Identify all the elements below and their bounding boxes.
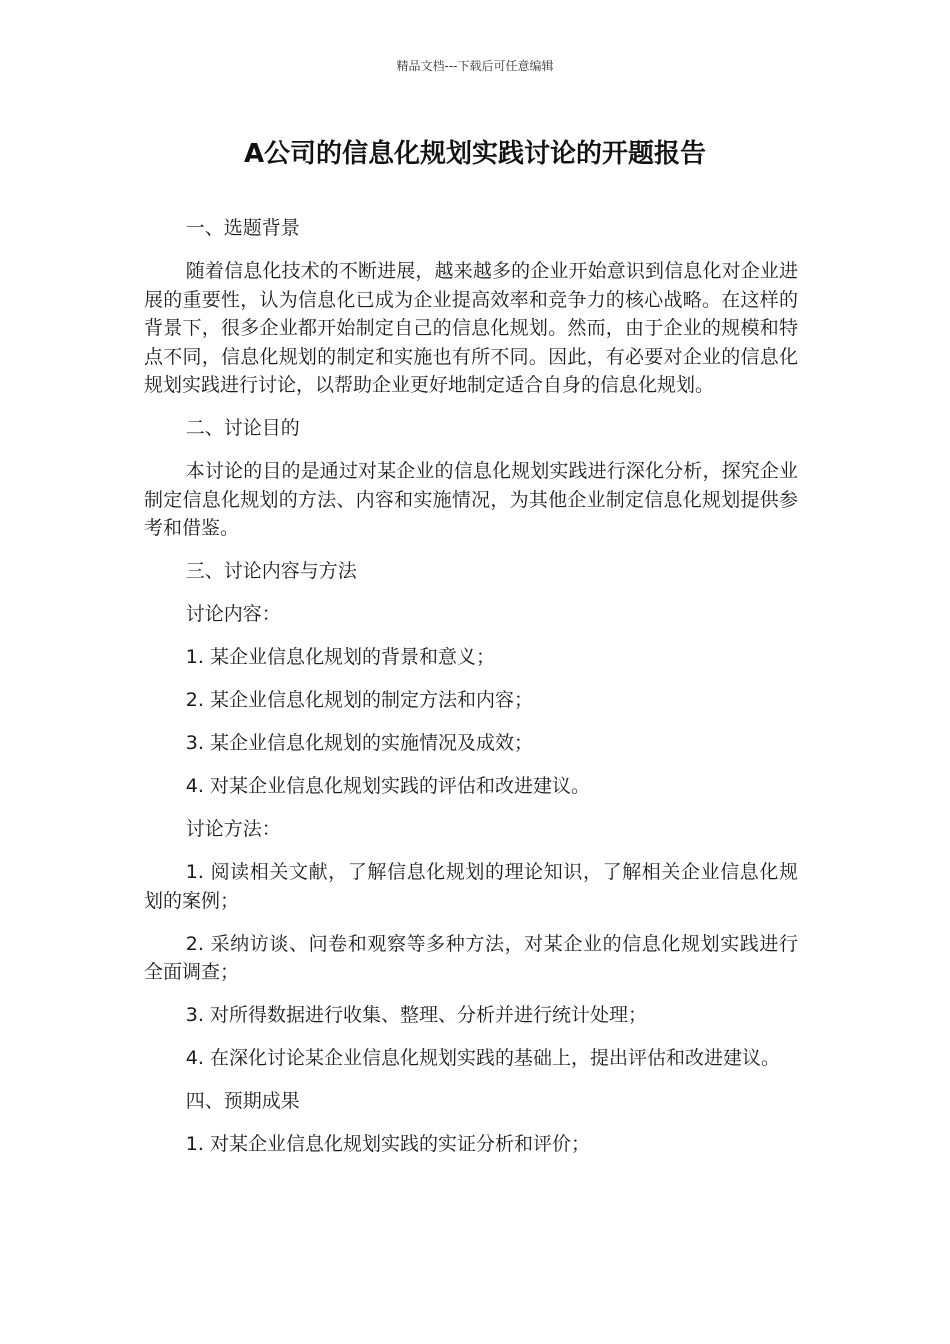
- list-item: 4. 在深化讨论某企业信息化规划实践的基础上，提出评估和改进建议。: [185, 1047, 780, 1069]
- list-item: 4. 对某企业信息化规划实践的评估和改进建议。: [185, 775, 590, 797]
- subheading-method: 讨论方法：: [185, 818, 281, 840]
- section-heading-background: 一、选题背景: [185, 217, 300, 239]
- paragraph-background: 随着信息化技术的不断进展，越来越多的企业开始意识到信息化对企业进展的重要性，认为信息化已成为企业提高效率和竞争力的核心战略。在这样的背景下，很多企业都开始制定自己的信息化规划。然而，由于企业的规模和特点不同，信息化规划的制定和实施也有所不同。因此，有必要对企业的信息化规划实践进行讨论，以帮助企业更好地制定适合自身的信息化规划。: [144, 260, 798, 396]
- list-item: 1. 阅读相关文献，了解信息化规划的理论知识，了解相关企业信息化规划的案例；: [144, 861, 798, 912]
- list-item: 3. 对所得数据进行收集、整理、分析并进行统计处理；: [185, 1004, 647, 1026]
- page-header: 精品文档---下载后可任意编辑: [396, 59, 554, 73]
- subheading-content: 讨论内容：: [185, 603, 281, 625]
- list-item: 2. 某企业信息化规划的制定方法和内容；: [185, 689, 533, 711]
- section-heading-purpose: 二、讨论目的: [185, 417, 300, 439]
- list-item: 1. 某企业信息化规划的背景和意义；: [185, 646, 495, 668]
- document-title: A公司的信息化规划实践讨论的开题报告: [243, 139, 707, 169]
- section-heading-expected-results: 四、预期成果: [185, 1090, 300, 1112]
- list-item: 1. 对某企业信息化规划实践的实证分析和评价；: [185, 1133, 590, 1155]
- paragraph-purpose: 本讨论的目的是通过对某企业的信息化规划实践进行深化分析，探究企业制定信息化规划的方法、内容和实施情况，为其他企业制定信息化规划提供参考和借鉴。: [144, 460, 798, 539]
- section-heading-content-method: 三、讨论内容与方法: [185, 560, 357, 582]
- list-item: 3. 某企业信息化规划的实施情况及成效；: [185, 732, 533, 754]
- list-item: 2. 采纳访谈、问卷和观察等多种方法，对某企业的信息化规划实践进行全面调查；: [144, 932, 798, 983]
- document-body: [144, 214, 798, 1173]
